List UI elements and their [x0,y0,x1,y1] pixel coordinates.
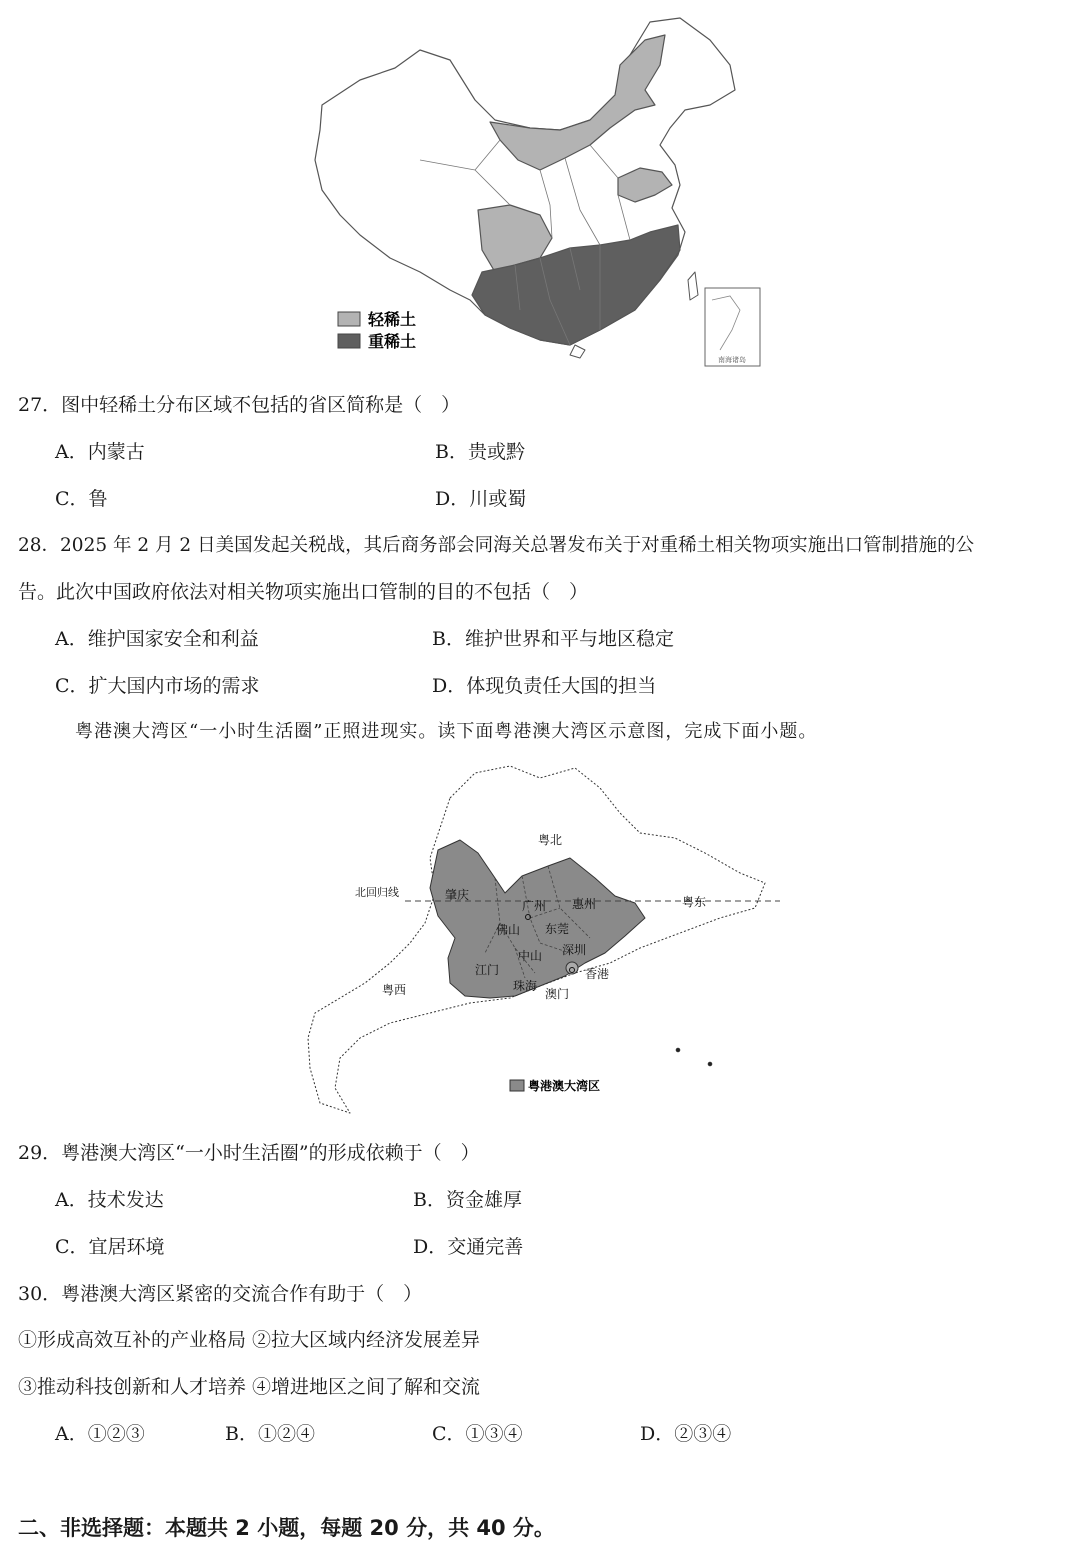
section-2-heading: 二、非选择题：本题共 2 小题，每题 20 分，共 40 分。 [18,1516,555,1540]
greater-bay-area-map [300,758,785,1123]
china-rare-earth-map [300,10,790,370]
inset-label: 南海诸岛 [718,356,746,364]
label-zhongshan: 中山 [518,949,543,963]
material-intro: 粤港澳大湾区“一小时生活圈”正照进现实。读下面粤港澳大湾区示意图，完成下面小题。 [75,721,818,742]
q28-option-b[interactable]: B．维护世界和平与地区稳定 [432,628,674,650]
legend-heavy-label: 重稀土 [368,332,417,351]
q27-option-b[interactable]: B．贵或黔 [435,441,525,463]
label-huizhou: 惠州 [572,897,597,911]
legend-heavy-swatch [338,334,360,348]
bay-legend-swatch [510,1080,524,1091]
bay-legend-label: 粤港澳大湾区 [528,1079,601,1093]
q29-option-a[interactable]: A．技术发达 [55,1189,164,1211]
label-aomen: 澳门 [545,987,570,1001]
tropic-label: 北回归线 [355,886,399,899]
label-xianggang: 香港 [585,967,610,981]
q28-option-c[interactable]: C．扩大国内市场的需求 [55,675,260,697]
q29-option-b[interactable]: B．资金雄厚 [413,1189,522,1211]
q27-option-a[interactable]: A．内蒙古 [55,441,145,463]
label-zhuhai: 珠海 [513,979,538,993]
q29-option-d[interactable]: D．交通完善 [413,1236,524,1258]
question-30-stem: 30．粤港澳大湾区紧密的交流合作有助于（ ） [18,1283,423,1305]
q30-option-b[interactable]: B．①②④ [225,1423,315,1445]
question-28-stem-line2: 告。此次中国政府依法对相关物项实施出口管制的目的不包括（ ） [18,581,589,603]
question-28-stem-line1: 28．2025 年 2 月 2 日美国发起关税战，其后商务部会同海关总署发布关于对重稀土相关物项实施出口管制措施的公 [18,535,975,556]
label-jiangmen: 江门 [475,963,500,977]
legend-light-label: 轻稀土 [368,310,417,329]
label-foshan: 佛山 [496,923,521,937]
label-yuexi: 粤西 [382,983,407,997]
q27-option-c[interactable]: C．鲁 [55,488,108,510]
legend-light-swatch [338,312,360,326]
question-29-stem: 29．粤港澳大湾区“一小时生活圈”的形成依赖于（ ） [18,1142,480,1164]
q30-option-d[interactable]: D．②③④ [640,1423,732,1445]
q28-option-d[interactable]: D．体现负责任大国的担当 [432,675,657,697]
label-shenzhen: 深圳 [562,943,587,957]
q30-items-line2: ③推动科技创新和人才培养 ④增进地区之间了解和交流 [18,1376,481,1398]
q29-option-c[interactable]: C．宜居环境 [55,1236,165,1258]
q30-items-line1: ①形成高效互补的产业格局 ②拉大区域内经济发展差异 [18,1329,481,1351]
label-dongguan: 东莞 [545,922,570,936]
q28-option-a[interactable]: A．维护国家安全和利益 [55,628,259,650]
question-27-stem: 27．图中轻稀土分布区域不包括的省区简称是（ ） [18,394,461,416]
q30-option-c[interactable]: C．①③④ [432,1423,523,1445]
label-guangzhou: 广州 [522,899,547,913]
label-yuedong: 粤东 [682,895,707,909]
q30-option-a[interactable]: A．①②③ [55,1423,145,1445]
label-zhaoqing: 肇庆 [445,888,470,902]
label-yuebei: 粤北 [538,833,563,847]
q27-option-d[interactable]: D．川或蜀 [435,488,527,510]
